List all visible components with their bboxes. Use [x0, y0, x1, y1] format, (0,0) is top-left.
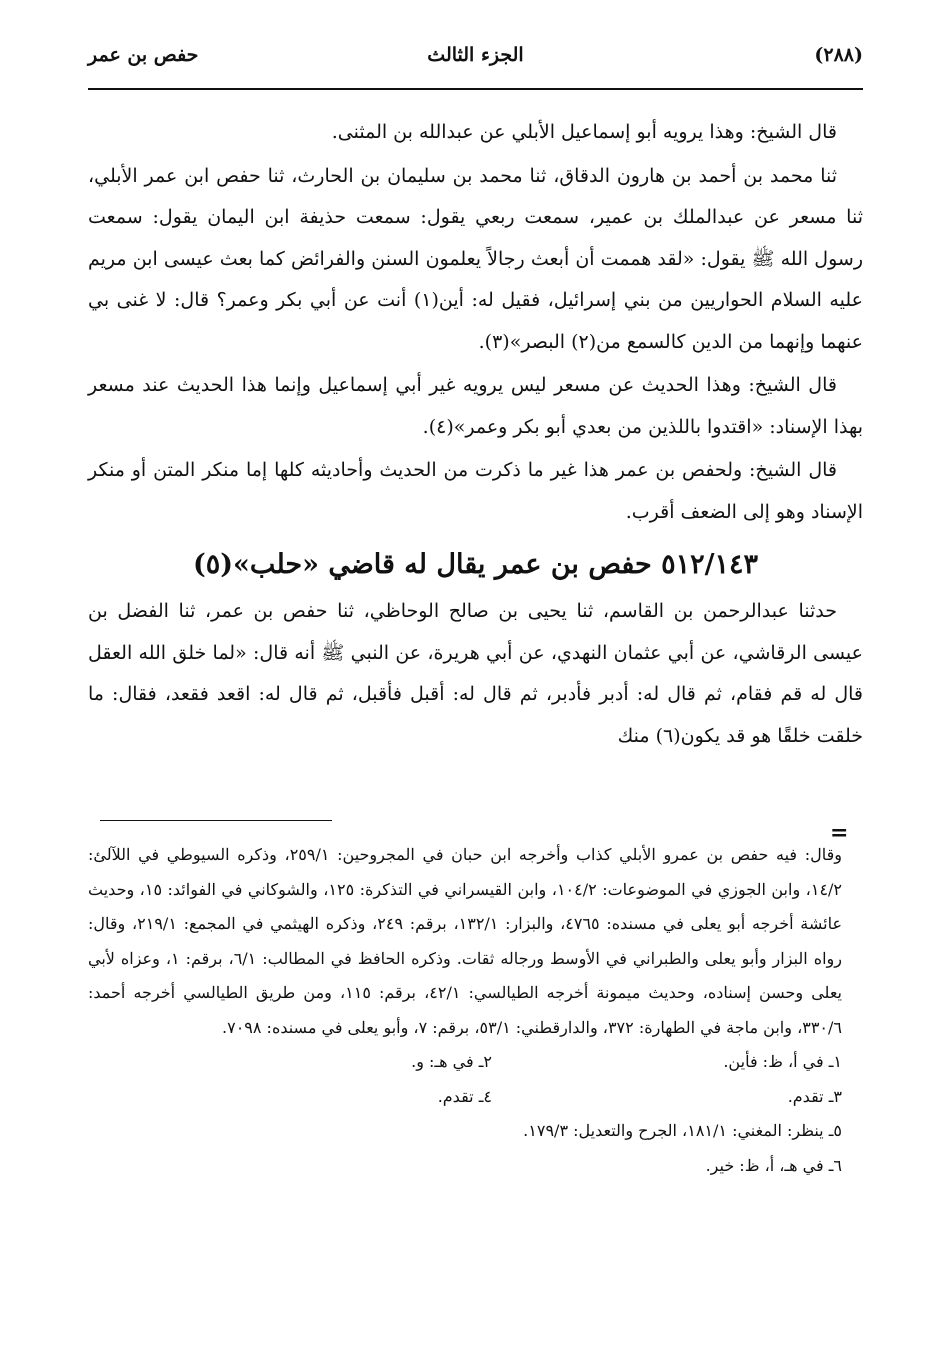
entry-paragraph: حدثنا عبدالرحمن بن القاسم، ثنا يحيى بن صالح الوحاظي، ثنا حفص بن عمر، ثنا الفضل بن عيسى الرقاشي، عن أبي عثمان النهدي، عن أبي هريرة، عن النبي ﷺ أنه قال: «لما خلق الله العقل قال له قم فقام، ثم قال له: أدبر فأدبر، ثم قال له: أقبل فأقبل، ثم قال له: اقعد فقعد، فقال: ما خلقت خلقًا هو قد يكون(٦) منك: [88, 600, 863, 747]
header-rule: [88, 88, 863, 90]
part-title: الجزء الثالث: [427, 44, 524, 66]
paragraph: قال الشيخ: ولحفص بن عمر هذا غير ما ذكرت من الحديث وأحاديثه كلها إما منكر المتن أو منكر الإسناد وهو إلى الضعف أقرب.: [88, 459, 863, 523]
running-title: حفص بن عمر: [88, 44, 199, 66]
footnote-separator: [100, 820, 332, 821]
footnotes: [88, 838, 842, 1183]
footnote-continuation: وقال: فيه حفص بن عمرو الأبلي كذاب وأخرجه ابن حبان في المجروحين: ٢٥٩/١، وذكره السيوطي في اللآلئ: ١٤/٢، وابن الجوزي في الموضوعات: ١٠٤/٢، وابن القيسراني في التذكرة: ١٢٥، والشوكاني في الفوائد: ١٥، وحديث عائشة أخرجه أبو يعلى في مسنده: ٤٧٦٥، والبزار: ١٣٢/١، برقم: ٢٤٩، وذكره الهيثمي في المجمع: ٢١٩/١، وقال: رواه البزار وأبو يعلى والطبراني في الأوسط ورجاله ثقات. وذكره الحافظ في المطالب: ٦/١، برقم: ١، وعزاه لأبي يعلى وحسن إسناده، وحديث ميمونة أخرجه الطيالسي: ٤٢/١، برقم: ١١٥، ومن طريق الطيالسي أخرجه أحمد: ٣٣٠/٦، وابن ماجة في الطهارة: ٣٧٢، والدارقطني: ٥٣/١، برقم: ٧، وأبو يعلى في مسنده: ٧٠٩٨.: [88, 845, 843, 1037]
continuation-marker: =: [830, 820, 849, 846]
footnote-4: ٤ـ تقدم.: [437, 1086, 492, 1106]
footnote-row: [88, 1080, 842, 1115]
footnote-1: ١ـ في أ، ظ: فأين.: [723, 1052, 842, 1071]
footnote-2: ٢ـ في هـ: و.: [411, 1052, 492, 1071]
footnote-3: ٣ـ تقدم.: [787, 1086, 842, 1106]
main-text: [88, 112, 863, 759]
page-number: (٢٨٨): [814, 44, 863, 66]
page-header: [88, 44, 863, 80]
footnote-5: ٥ـ ينظر: المغني: ١٨١/١، الجرح والتعديل: ١٧٩/٣.: [523, 1121, 842, 1140]
footnote-6: ٦ـ في هـ، أ، ظ: خير.: [705, 1155, 842, 1175]
entry-title: ٥١٢/١٤٣ حفص بن عمر يقال له قاضي «حلب»(٥): [192, 549, 759, 580]
paragraph: قال الشيخ: وهذا يرويه أبو إسماعيل الأبلي عن عبدالله بن المثنى.: [331, 121, 837, 143]
footnote-row: [88, 1045, 842, 1080]
paragraph: ثنا محمد بن أحمد بن هارون الدقاق، ثنا محمد بن سليمان بن الحارث، ثنا حفص ابن عمر الأبلي، ثنا مسعر عن عبدالملك بن عمير، سمعت ربعي يقول: سمعت حذيفة ابن اليمان يقول: سمعت رسول الله ﷺ يقول: «لقد هممت أن أبعث رجالاً يعلمون السنن والفرائض كما بعث عيسى ابن مريم عليه السلام الحواريين من بني إسرائيل، فقيل له: أين(١) أنت عن أبي بكر وعمر؟ قال: لا غنى بي عنهما وإنهما من الدين كالسمع من(٢) البصر»(٣).: [88, 164, 863, 353]
paragraph: قال الشيخ: وهذا الحديث عن مسعر ليس يرويه غير أبي إسماعيل وإنما هذا الحديث عند مسعر بهذا الإسناد: «اقتدوا باللذين من بعدي أبو بكر وعمر»(٤).: [88, 374, 863, 438]
